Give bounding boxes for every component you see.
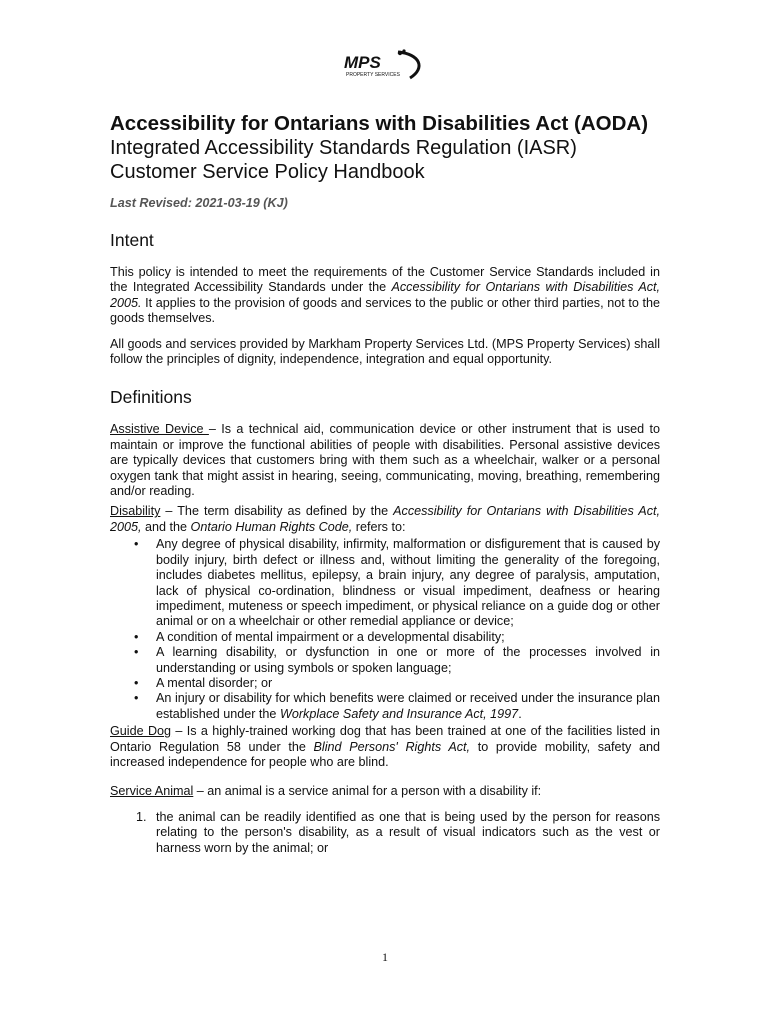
definition-assistive-device: Assistive Device – Is a technical aid, communication device or other instrument that is used to maintain or improve the functional abilities of people with disabilities. Personal assistive devices are typically devices that customers bring with them such as a wheelchair, walker or a personal oxygen tank that might assist in hearing, seeing, communicating, moving, breathing, remembering and/or reading. — [110, 422, 660, 499]
logo-brand: MPS — [344, 53, 381, 72]
list-item: • A condition of mental impairment or a developmental disability; — [156, 630, 660, 645]
page-number: 1 — [382, 950, 388, 964]
list-item: • A mental disorder; or — [156, 676, 660, 691]
mps-logo — [340, 48, 428, 82]
subtitle-handbook: Customer Service Policy Handbook — [110, 161, 425, 183]
subtitle-iasr: Integrated Accessibility Standards Regulation (IASR) — [110, 137, 577, 159]
definition-guide-dog: Guide Dog – Is a highly-trained working dog that has been trained at one of the facilities listed in Ontario Regulation 58 under the Blind Persons' Rights Act, to provide mobility, safety and increased independence for people who are blind. — [110, 724, 661, 769]
intent-paragraph-1: This policy is intended to meet the requirements of the Customer Service Standards included in the Integrated Accessibility Standards under the Accessibility for Ontarians with Disabilities Act, 2005. It applies to the provision of goods and services to the public or other third parties, not to the goods themselves. — [110, 265, 661, 326]
list-item: • A learning disability, or dysfunction in one or more of the processes involved in understanding or using symbols or spoken language; — [156, 645, 660, 676]
disability-list — [110, 537, 660, 722]
intent-paragraph-2: All goods and services provided by Markham Property Services Ltd. (MPS Property Services) shall follow the principles of dignity, independence, integration and equal opportunity. — [110, 336, 660, 367]
intent-heading: Intent — [110, 230, 154, 250]
document-body — [110, 112, 660, 856]
document-title: Accessibility for Ontarians with Disabilities Act (AODA) — [110, 112, 649, 135]
service-animal-list — [110, 810, 660, 856]
term-guide-dog: Guide Dog — [110, 724, 172, 739]
list-item: 1. the animal can be readily identified as one that is being used by the person for reasons relating to the person's disability, as a result of visual indicators such as the vest or harness worn by the animal; or — [136, 809, 660, 855]
definitions-heading: Definitions — [110, 387, 192, 408]
list-item: • Any degree of physical disability, infirmity, malformation or disfigurement that is caused by bodily injury, birth defect or illness and, without limiting the generality of the foregoing, includes diabetes mellitus, epilepsy, a brain injury, any degree of paralysis, amputation, lack of physical co-ordination, blindness or visual impediment, deafness or hearing impediment, muteness or speech impediment, or physical reliance on a guide dog or other animal or on a wheelchair or other remedial appliance or device; — [156, 537, 660, 629]
definition-disability: Disability – The term disability as defined by the Accessibility for Ontarians with Disabilities Act, 2005, and the Ontario Human Rights Code, refers to: — [110, 504, 661, 534]
list-item: • An injury or disability for which benefits were claimed or received under the insurance plan established under the Workplace Safety and Insurance Act, 1997. — [156, 691, 660, 722]
term-service-animal: Service Animal — [110, 784, 194, 799]
term-assistive-device: Assistive Device — [110, 422, 209, 437]
definition-service-animal: Service Animal – an animal is a service animal for a person with a disability if: — [110, 784, 542, 799]
logo-tagline: PROPERTY SERVICES — [346, 72, 400, 78]
last-revised: Last Revised: 2021-03-19 (KJ) — [110, 196, 288, 210]
term-disability: Disability — [110, 504, 161, 519]
